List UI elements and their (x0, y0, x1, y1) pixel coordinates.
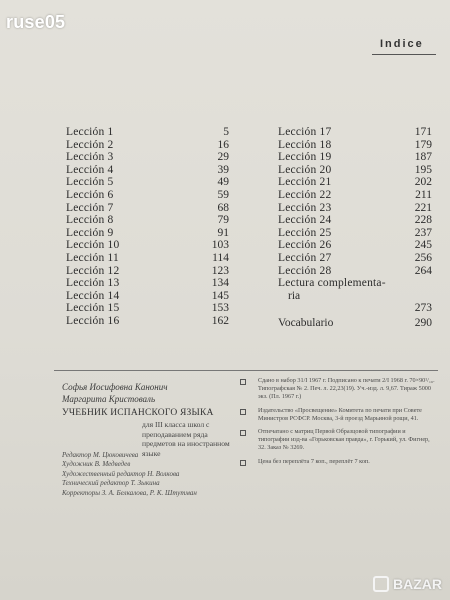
toc-label: Lección 26 (278, 239, 332, 252)
imprint-text: Цена без переплёта 7 коп., переплёт 7 коп. (258, 457, 370, 465)
toc-row (66, 126, 229, 139)
toc-page: 195 (414, 163, 432, 176)
toc-row (66, 302, 229, 315)
imprint-text: Отпечатано с матриц Первой Образцовой типографии и типографии изд-ва «Горьковская правда», г. Горький, ул. Фигнер, 32. Заказ № 3269. (258, 428, 430, 452)
toc-label: Lección 9 (66, 226, 114, 239)
toc-label: Lección 2 (66, 138, 114, 151)
toc-row (278, 164, 432, 177)
imprint-block (238, 377, 438, 402)
toc-right-column (278, 126, 432, 330)
toc-row (66, 214, 229, 227)
toc-label: Lección 24 (278, 214, 332, 227)
book-title: УЧЕБНИК ИСПАНСКОГО ЯЗЫКА (62, 408, 214, 418)
imprint (238, 377, 438, 471)
toc-row (66, 239, 229, 252)
toc-page: 221 (414, 201, 432, 214)
author-name: Маргарита Кристоваль (62, 394, 156, 404)
toc-row (66, 290, 229, 303)
toc-page: 145 (211, 289, 229, 302)
colophon-divider (54, 370, 438, 371)
toc-page: 179 (414, 138, 432, 151)
imprint-text: Издательство «Просвещение» Комитета по печати при Совете Министров РСФСР. Москва, 3-й проезд Марьиной рощи, 41. (258, 406, 422, 422)
toc-lectura-label-line1: Lectura complementa- (278, 277, 386, 290)
toc-label: Lección 5 (66, 176, 114, 189)
toc-page: 16 (217, 138, 229, 151)
toc-label: Lección 25 (278, 226, 332, 239)
toc-page: 211 (415, 188, 432, 201)
toc-page: 273 (414, 302, 432, 315)
toc-label: Vocabulario (278, 316, 334, 329)
toc-label: Lección 8 (66, 214, 114, 227)
toc-page: 228 (414, 214, 432, 227)
toc-label: Lección 18 (278, 138, 332, 151)
toc-page: 91 (217, 226, 229, 239)
watermark-bottom (373, 576, 442, 592)
toc-row (66, 189, 229, 202)
toc-row (66, 176, 229, 189)
toc-page: 49 (217, 176, 229, 189)
toc-lectura-label-line2: ria (288, 289, 301, 302)
toc-page: 153 (211, 302, 229, 315)
toc-page: 103 (211, 239, 229, 252)
toc-page: 256 (414, 251, 432, 264)
square-bullet-icon (240, 379, 246, 385)
toc-page: 79 (217, 214, 229, 227)
toc-page: 5 (223, 126, 229, 138)
index-title-rule (372, 54, 436, 55)
editor-line: Технический редактор Т. Зыкина (62, 479, 160, 488)
toc-row (278, 139, 432, 152)
toc-label: Lección 23 (278, 201, 332, 214)
toc-row (66, 202, 229, 215)
imprint-block (238, 407, 438, 423)
toc-label: Lección 14 (66, 289, 120, 302)
toc-label: Lección 6 (66, 188, 114, 201)
square-bullet-icon (240, 430, 246, 436)
toc-row (66, 252, 229, 265)
toc-page: 187 (414, 151, 432, 164)
toc-label: Lección 1 (66, 126, 114, 138)
toc-label: Lección 3 (66, 151, 114, 164)
toc-page: 29 (217, 151, 229, 164)
toc-page: 171 (414, 126, 432, 138)
toc-row (278, 151, 432, 164)
toc-label: Lección 13 (66, 277, 120, 290)
imprint-block (238, 428, 438, 453)
toc-row (278, 126, 432, 139)
editors-credits (62, 451, 197, 498)
index-title: Indice (380, 38, 424, 50)
authors (62, 381, 168, 405)
toc-row (66, 315, 229, 328)
toc-page: 59 (217, 188, 229, 201)
toc-page: 114 (212, 251, 229, 264)
toc-page: 264 (414, 264, 432, 277)
toc-row (278, 239, 432, 252)
toc-page: 245 (414, 239, 432, 252)
editor-line: Редактор М. Цюковичева (62, 451, 139, 459)
toc-label: Lección 10 (66, 239, 120, 252)
imprint-block (238, 458, 438, 466)
toc-row (66, 151, 229, 164)
toc-page: 237 (414, 226, 432, 239)
toc-row (278, 252, 432, 265)
toc-label: Lección 12 (66, 264, 120, 277)
editor-line: Корректоры З. А. Белкалова, Р. К. Штутман (62, 488, 197, 497)
toc-lectura-page-row (278, 302, 432, 315)
toc-label: Lección 27 (278, 251, 332, 264)
toc-left-column (66, 126, 229, 328)
toc-page: 39 (217, 163, 229, 176)
toc-vocabulario-entry (278, 317, 432, 330)
toc-page: 134 (211, 277, 229, 290)
toc-label: Lección 22 (278, 188, 332, 201)
square-bullet-icon (240, 409, 246, 415)
book-subtitle: для III класса школ с преподаванием ряда предметов на иностранном языке (142, 420, 230, 458)
toc-label: Lección 15 (66, 302, 120, 315)
editor-line: Художественный редактор Н. Волкова (62, 469, 180, 478)
toc-row (278, 227, 432, 240)
watermark-bottom-text: BAZAR (393, 576, 442, 592)
toc-lectura-entry (278, 277, 432, 315)
toc-row (278, 202, 432, 215)
bazar-logo-icon (373, 576, 389, 592)
toc-page: 162 (211, 314, 229, 327)
toc-row (66, 277, 229, 290)
toc-label: Lección 28 (278, 264, 332, 277)
toc-page: 123 (211, 264, 229, 277)
toc-row (278, 214, 432, 227)
toc-row (66, 139, 229, 152)
toc-label: Lección 17 (278, 126, 332, 138)
author-name: Софья Иосифовна Канонич (62, 382, 168, 392)
imprint-text: Сдано в набор 31/I 1967 г. Подписано к печати 2/I 1968 г. 70×90¹/₁₆. Типографская № 2. Печ. л. 22,23(19). Уч.-изд. л. 9,67. Тираж 5000 экз. (Пл. 1967 г.) (258, 377, 435, 401)
toc-row (278, 265, 432, 278)
toc-label: Lección 7 (66, 201, 114, 214)
toc-label: Lección 20 (278, 163, 332, 176)
toc-label: Lección 16 (66, 314, 120, 327)
toc-row (278, 189, 432, 202)
toc-label: Lección 19 (278, 151, 332, 164)
toc-row (66, 265, 229, 278)
toc-lectura-line2 (278, 290, 432, 303)
toc-page: 290 (414, 316, 432, 329)
editor-line: Художник В. Медведев (62, 460, 131, 469)
toc-page: 202 (414, 176, 432, 189)
toc-label: Lección 11 (66, 251, 119, 264)
toc-row (66, 227, 229, 240)
toc-page: 68 (217, 201, 229, 214)
toc-row (66, 164, 229, 177)
toc-label: Lección 4 (66, 163, 114, 176)
square-bullet-icon (240, 460, 246, 466)
toc-row (278, 176, 432, 189)
watermark-logo: ruse05 (6, 12, 66, 32)
toc-label: Lección 21 (278, 176, 332, 189)
